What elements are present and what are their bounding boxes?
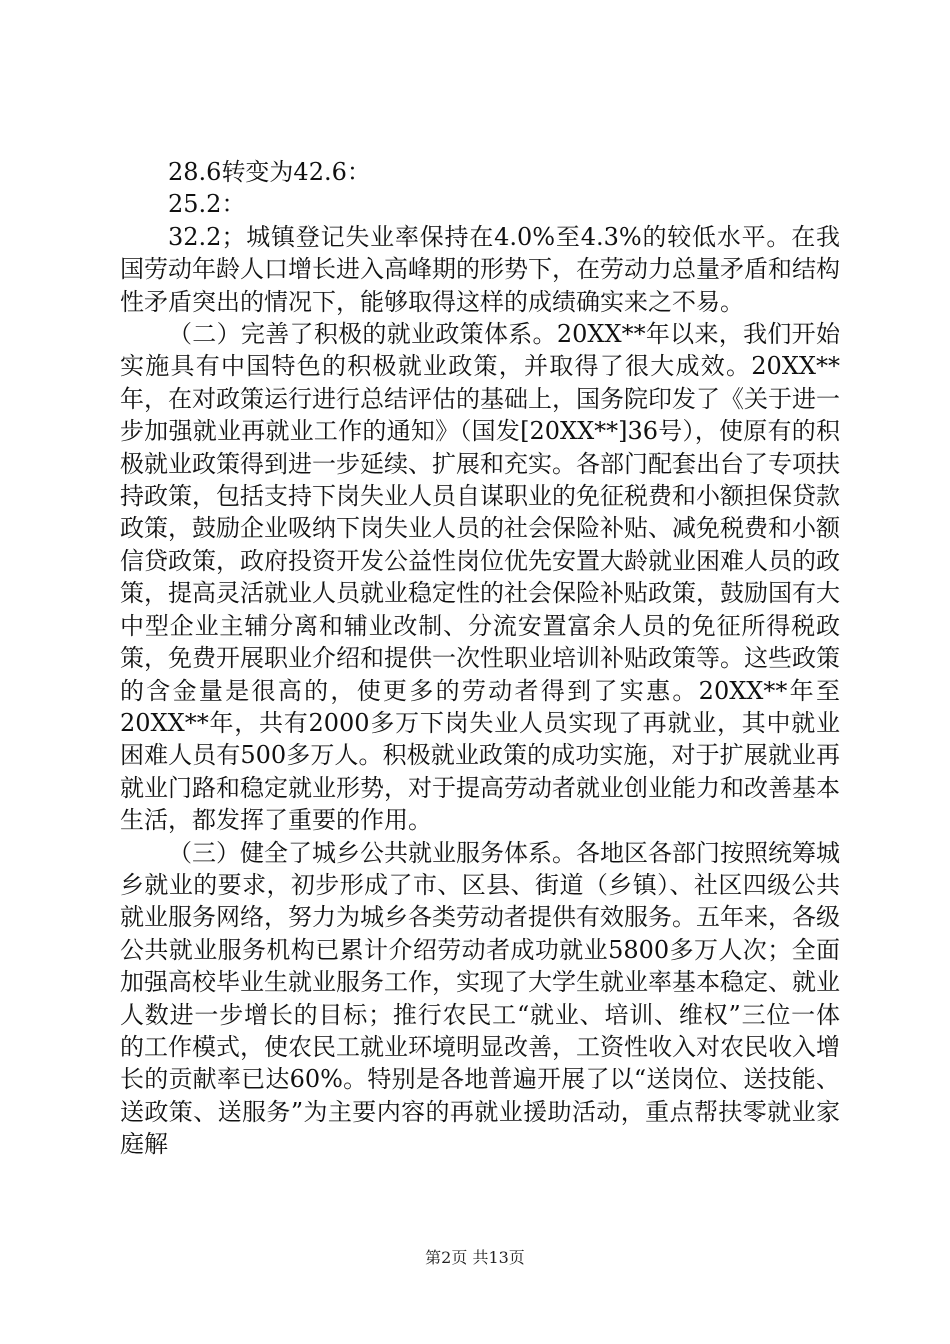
document-body	[120, 156, 840, 1161]
paragraph-percentage-change: 28.6转变为42.6：	[168, 158, 371, 186]
paragraph-percentage-value: 25.2：	[168, 190, 246, 219]
paragraph-employment-policy: （二）完善了积极的就业政策体系。20XX**年以来，我们开始实施具有中国特色的积极就业政策，并取得了很大成效。20XX**年，在对政策运行进行总结评估的基础上，国务院印发了《关于进一步加强就业再就业工作的通知》（国发[20XX**]36号），使原有的积极就业政策得到进一步延续、扩展和充实。各部门配套出台了专项扶持政策，包括支持下岗失业人员自谋职业的免征税费和小额担保贷款政策，鼓励企业吸纳下岗失业人员的社会保险补贴、减免税费和小额信贷政策，政府投资开发公益性岗位优先安置大龄就业困难人员的政策，提高灵活就业人员就业稳定性的社会保险补贴政策，鼓励国有大中型企业主辅分离和辅业改制、分流安置富余人员的免征所得税政策，免费开展职业介绍和提供一次性职业培训补贴政策等。这些政策的含金量是很高的，使更多的劳动者得到了实惠。20XX**年至20XX**年，共有2000多万下岗失业人员实现了再就业，其中就业困难人员有500多万人。积极就业政策的成功实施，对于扩展就业再就业门路和稳定就业形势，对于提高劳动者就业创业能力和改善基本生活，都发挥了重要的作用。	[120, 320, 840, 835]
paragraph-unemployment-rate: 32.2；城镇登记失业率保持在4.0%至4.3%的较低水平。在我国劳动年龄人口增长进入高峰期的形势下，在劳动力总量矛盾和结构性矛盾突出的情况下，能够取得这样的成绩确实来之不易。	[120, 222, 840, 316]
paragraph-public-employment-service: （三）健全了城乡公共就业服务体系。各地区各部门按照统筹城乡就业的要求，初步形成了市、区县、街道（乡镇）、社区四级公共就业服务网络，努力为城乡各类劳动者提供有效服务。五年来，各级公共就业服务机构已累计介绍劳动者成功就业5800多万人次；全面加强高校毕业生就业服务工作，实现了大学生就业率基本稳定、就业人数进一步增长的目标；推行农民工“就业、培训、维权”三位一体的工作模式，使农民工就业环境明显改善，工资性收入对农民收入增长的贡献率已达60%。特别是各地普遍开展了以“送岗位、送技能、送政策、送服务”为主要内容的再就业援助活动，重点帮扶零就业家庭解	[120, 838, 840, 1159]
page-number-footer: 第2页 共13页	[425, 1248, 525, 1267]
